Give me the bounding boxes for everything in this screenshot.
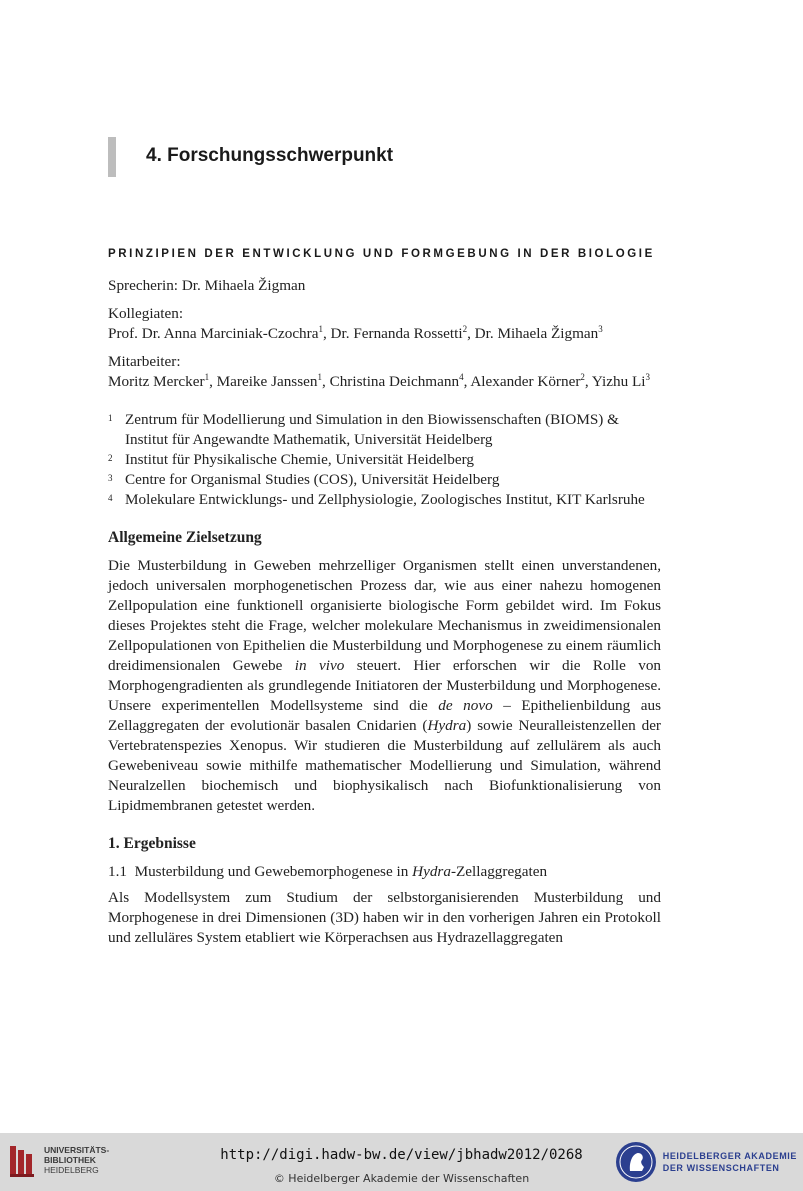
ub-logo-line: HEIDELBERG <box>44 1165 99 1175</box>
colleague-name: Prof. Dr. Anna Marciniak-Czochra <box>108 325 319 342</box>
goal-paragraph <box>108 556 661 816</box>
colleague-name: Dr. Mihaela Žigman <box>474 325 599 342</box>
staff-ref: 3 <box>645 371 650 382</box>
affiliation-number: 4 <box>108 493 113 503</box>
staff-label: Mitarbeiter: <box>108 353 181 370</box>
staff-ref: 4 <box>459 371 464 382</box>
staff-name: Alexander Körner <box>470 373 581 390</box>
colleagues-label: Kollegiaten: <box>108 305 184 322</box>
chapter-title: 4. Forschungsschwerpunkt <box>146 145 394 166</box>
project-title: PRINZIPIEN DER ENTWICKLUNG UND FORMGEBUNG IN DER BIOLOGIE <box>108 248 655 260</box>
speaker-label: Sprecherin: <box>108 277 179 294</box>
subsection-italic-term: Hydra <box>412 863 451 880</box>
chapter-marker-bar <box>108 137 116 177</box>
affiliation-item <box>108 470 661 490</box>
hadw-logo-line: DER WISSENSCHAFTEN <box>662 1163 780 1173</box>
staff-ref: 2 <box>580 371 585 382</box>
colleague-name: Dr. Fernanda Rossetti <box>330 325 463 342</box>
affiliation-item <box>108 410 661 450</box>
subsection-title-text: Musterbildung und Gewebemorphogenese in <box>134 863 409 880</box>
staff-ref: 1 <box>204 371 210 382</box>
goal-text-part: steuert. Hier erforschen wir die Rolle von Morphogengradienten als grundlegende Initiatoren der Musterbildung und Morphogenese. Unsere experimentellen Modellsysteme sind die <box>108 657 662 714</box>
ub-logo-line: UNIVERSITÄTS- <box>44 1145 110 1155</box>
section-heading-results: 1. Ergebnisse <box>108 835 196 852</box>
staff-name: Mareike Janssen <box>216 373 318 390</box>
colleagues-list: Prof. Dr. Anna Marciniak-Czochra$^1$, Dr. Fernanda Rossetti$^2$, Dr. Mihaela Žigman$^3$ <box>108 323 603 342</box>
staff-name: Christina Deichmann <box>329 373 460 390</box>
affiliation-number: 3 <box>108 473 113 483</box>
subsection-number: 1.1 <box>108 863 127 880</box>
affiliation-item <box>108 450 661 470</box>
goal-text-part: Die Musterbildung in Geweben mehrzelliger Organismen stellt einen unverstandenen, jedoch universalen morphogenetischen Prozess dar, wie aus einer nahezu homogenen Zellpopulation eine funktionell organisierte biologische Form gebildet wird. Im Fokus dieses Projektes steht die Frage, welcher molekulare Mechanismus in zweidimensionalen Zellpopulationen von Epithelien die Musterbildung und Morphogenese zu einem räumlich dreidimensionalen Gewebe <box>108 557 661 674</box>
affiliation-item <box>108 490 661 510</box>
staff-ref: 1 <box>317 371 322 382</box>
ub-logo-line: BIBLIOTHEK <box>44 1155 96 1165</box>
hadw-logo[interactable] <box>615 1141 797 1183</box>
affiliation-list <box>108 410 661 510</box>
goal-italic-term: in vivo <box>294 657 345 674</box>
section-heading-goal: Allgemeine Zielsetzung <box>108 529 262 546</box>
goal-italic-term: Hydra <box>427 717 467 734</box>
staff-list: Moritz Mercker$^1$, Mareike Janssen$^1$, Christina Deichmann$^4$, Alexander Körner$^2$, Yizhu Li$^3$ <box>108 371 650 390</box>
affiliation-number: 1 <box>108 413 113 423</box>
viewer-footer <box>0 1133 803 1191</box>
goal-text-part: – Epithelienbildung aus Zellaggregaten der evolutionär basalen Cnidarien ( <box>108 697 662 734</box>
staff-name: Moritz Mercker <box>108 373 205 390</box>
colleague-ref: 2 <box>462 323 468 334</box>
affiliation-text: Molekulare Entwicklungs- und Zellphysiologie, Zoologisches Institut, KIT Karlsruhe <box>125 491 645 508</box>
permalink-url[interactable]: http://digi.hadw-bw.de/view/jbhadw2012/0268 <box>220 1147 583 1163</box>
hadw-seal-icon <box>615 1141 657 1183</box>
affiliation-text: Institut für Physikalische Chemie, Universität Heidelberg <box>125 451 474 468</box>
affiliation-text: Centre for Organismal Studies (COS), Universität Heidelberg <box>125 471 500 488</box>
copyright-notice: © Heidelberger Akademie der Wissenschaften <box>273 1172 530 1185</box>
hadw-logo-text <box>663 1150 797 1174</box>
results-paragraph: Als Modellsystem zum Studium der selbstorganisierenden Musterbildung und Morphogenese in drei Dimensionen (3D) haben wir in den vorherigen Jahren ein Protokoll und zelluläres System etabliert wie Körperachsen aus Hydrazellaggregaten <box>108 889 661 946</box>
affiliation-number: 2 <box>108 453 113 463</box>
colleague-ref: 3 <box>598 323 603 334</box>
page-content <box>108 244 661 948</box>
goal-italic-term: de novo <box>438 697 493 714</box>
affiliation-text: Zentrum für Modellierung und Simulation in den Biowissenschaften (BIOMS) & Institut für Angewandte Mathematik, Universität Heidelberg <box>125 411 619 448</box>
staff-name: Yizhu Li <box>591 373 646 390</box>
colleague-ref: 1 <box>318 323 323 334</box>
subsection-heading <box>108 862 661 882</box>
speaker-name: Dr. Mihaela Žigman <box>181 277 306 294</box>
goal-text-part: ) sowie Neuralleistenzellen der Vertebratenspezies Xenopus. Wir studieren die Musterbildung auf zellulärem als auch Gewebeniveau sowie mithilfe mathematischer Modellierung und Simulation, während Neuralzellen biochemisch und biophysikalisch nach Biofunktionalisierung von Lipidmembranen getestet werden. <box>108 717 661 814</box>
hadw-logo-line: HEIDELBERGER AKADEMIE <box>662 1151 797 1161</box>
subsection-title-text: -Zellaggregaten <box>450 863 548 880</box>
speaker-line <box>108 276 661 296</box>
